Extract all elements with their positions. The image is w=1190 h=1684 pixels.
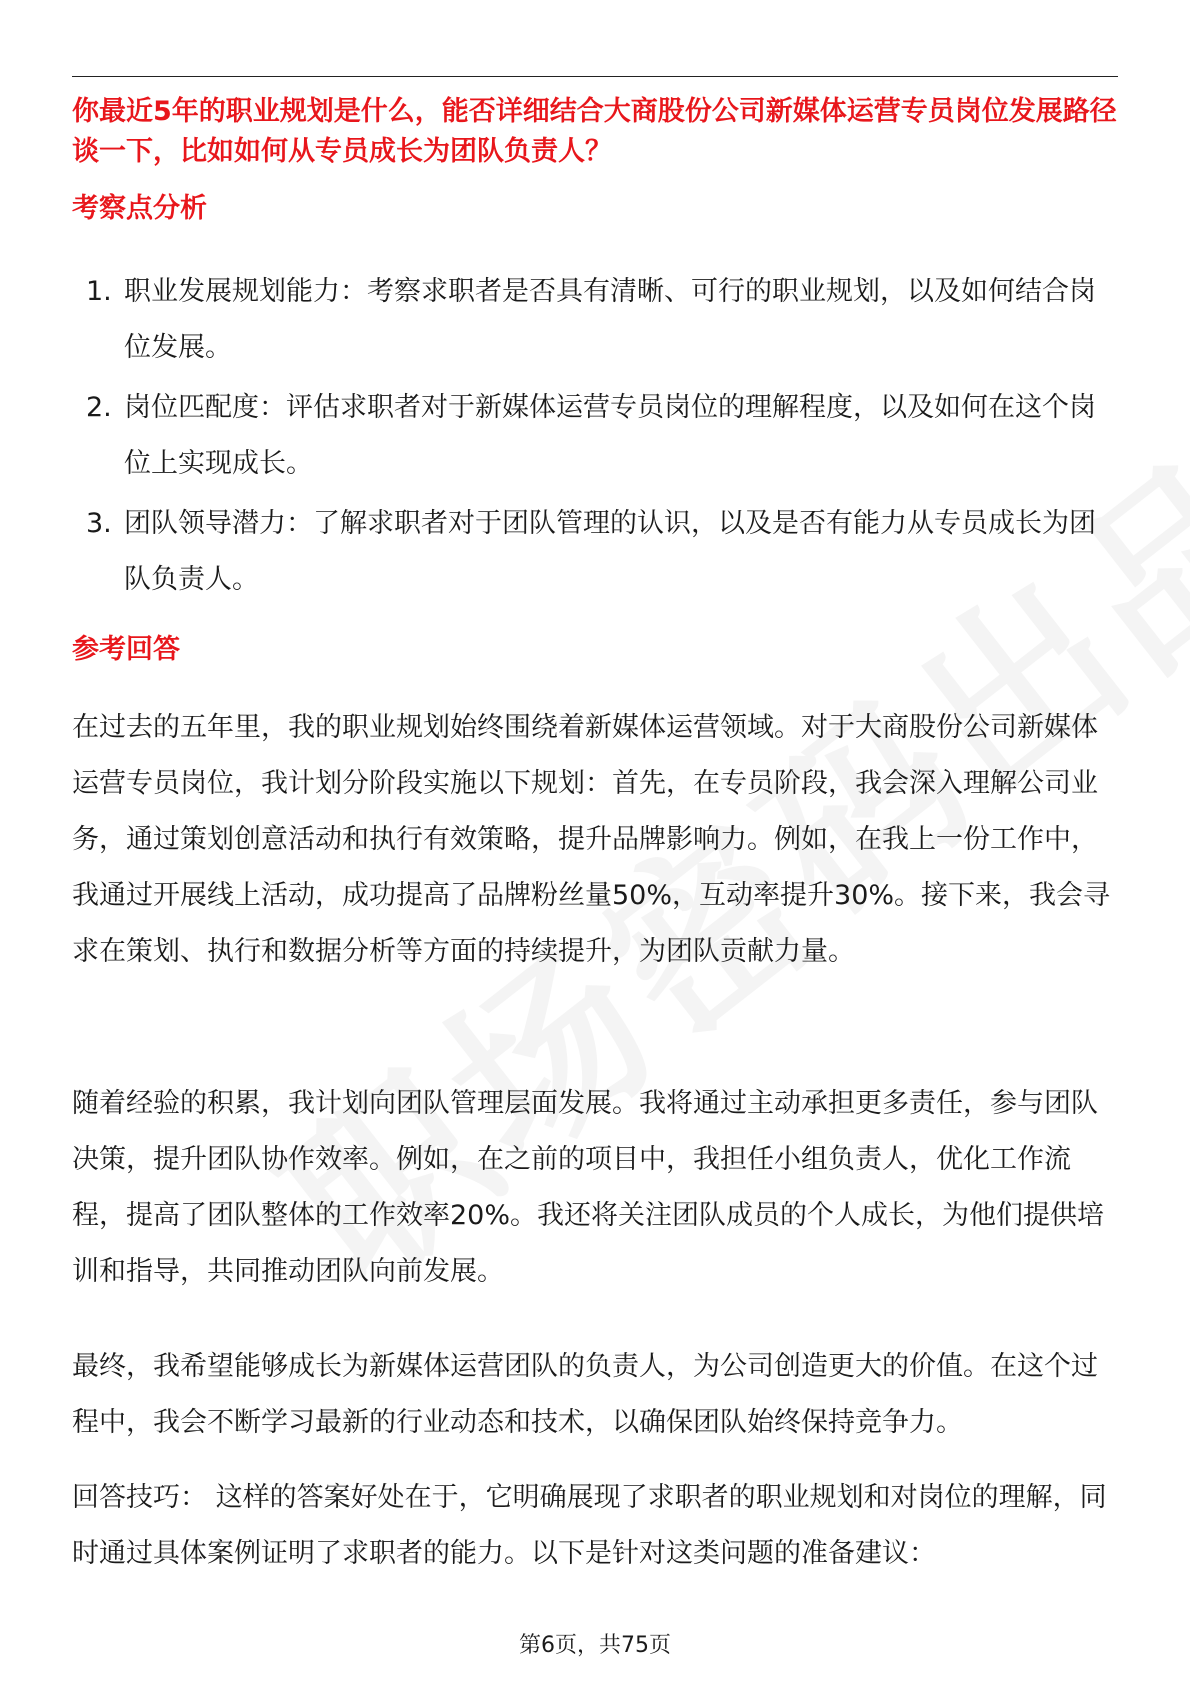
analysis-heading: 考察点分析: [72, 193, 207, 224]
top-divider: [72, 76, 1118, 77]
tips-paragraph: 回答技巧： 这样的答案好处在于，它明确展现了求职者的职业规划和对岗位的理解，同时通过具体案例证明了求职者的能力。以下是针对这类问题的准备建议：: [72, 1482, 1107, 1569]
answer-paragraph: 随着经验的积累，我计划向团队管理层面发展。我将通过主动承担更多责任，参与团队决策，提升团队协作效率。例如，在之前的项目中，我担任小组负责人，优化工作流程，提高了团队整体的工作效率20%。我还将关注团队成员的个人成长，为他们提供培训和指导，共同推动团队向前发展。: [72, 1088, 1105, 1287]
list-item-text: 岗位匹配度：评估求职者对于新媒体运营专员岗位的理解程度，以及如何在这个岗位上实现成长。: [124, 392, 1096, 479]
analysis-list: [72, 264, 1118, 612]
list-item: [72, 496, 1118, 608]
list-item-text: 职业发展规划能力：考察求职者是否具有清晰、可行的职业规划，以及如何结合岗位发展。: [124, 276, 1096, 363]
page-number: 第6页，共75页: [519, 1633, 671, 1658]
question-title: 你最近5年的职业规划是什么，能否详细结合大商股份公司新媒体运营专员岗位发展路径谈一下，比如如何从专员成长为团队负责人？: [72, 96, 1117, 167]
list-item-number: 2.: [86, 392, 112, 423]
list-item-number: 1.: [86, 276, 112, 307]
answer-paragraph: 最终，我希望能够成长为新媒体运营团队的负责人，为公司创造更大的价值。在这个过程中，我会不断学习最新的行业动态和技术，以确保团队始终保持竞争力。: [72, 1351, 1098, 1438]
list-item: [72, 380, 1118, 492]
answer-paragraph: 在过去的五年里，我的职业规划始终围绕着新媒体运营领域。对于大商股份公司新媒体运营专员岗位，我计划分阶段实施以下规划：首先，在专员阶段，我会深入理解公司业务，通过策划创意活动和执行有效策略，提升品牌影响力。例如，在我上一份工作中，我通过开展线上活动，成功提高了品牌粉丝量50%，互动率提升30%。接下来，我会寻求在策划、执行和数据分析等方面的持续提升，为团队贡献力量。: [72, 712, 1111, 967]
list-item-text: 团队领导潜力：了解求职者对于团队管理的认识，以及是否有能力从专员成长为团队负责人。: [124, 508, 1096, 595]
reference-heading: 参考回答: [72, 634, 180, 665]
list-item: [72, 264, 1118, 376]
list-item-number: 3.: [86, 508, 112, 539]
